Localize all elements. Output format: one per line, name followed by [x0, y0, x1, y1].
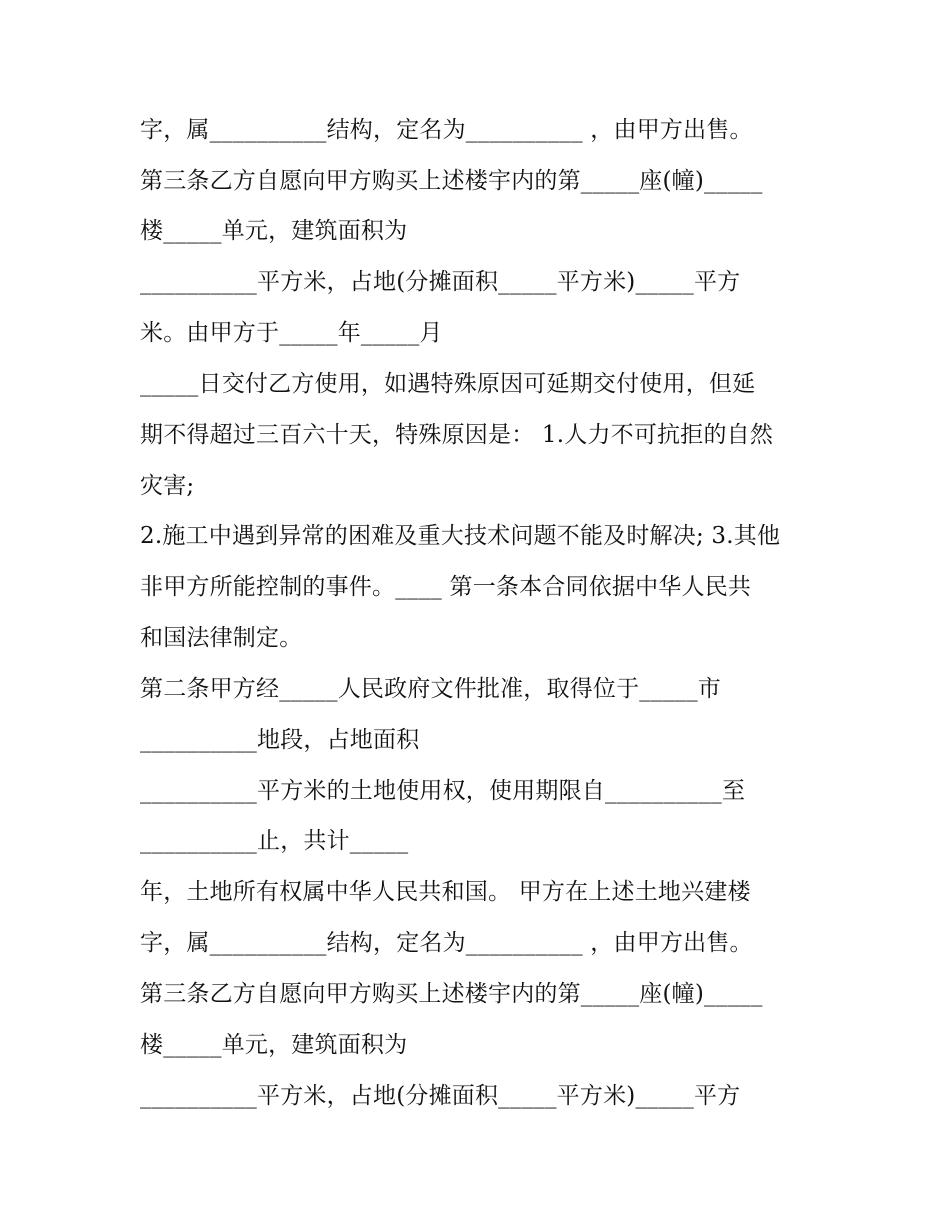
text-line: 非甲方所能控制的事件。____ 第一条本合同依据中华人民共 [140, 574, 752, 600]
text-line: 第三条乙方自愿向甲方购买上述楼宇内的第_____座(幢)_____ [140, 168, 763, 194]
text-line: 楼_____单元，建筑面积为 [140, 218, 408, 244]
text-line: 和国法律制定。 [140, 625, 303, 651]
text-line: 第二条甲方经_____人民政府文件批准，取得位于_____市 [140, 676, 721, 702]
text-line: 米。由甲方于_____年_____月 [140, 320, 443, 346]
text-line: 字，属__________结构，定名为__________ ，由甲方出售。 [140, 117, 753, 143]
text-line: 楼_____单元，建筑面积为 [140, 1032, 408, 1058]
text-line: 年，土地所有权属中华人民共和国。 甲方在上述土地兴建楼 [140, 879, 751, 905]
text-line: 灾害; [140, 473, 195, 499]
text-line: 2.施工中遇到异常的困难及重大技术问题不能及时解决; 3.其他 [140, 523, 781, 549]
text-line: 期不得超过三百六十天，特殊原因是： 1.人力不可抗拒的自然 [140, 422, 774, 448]
text-line: __________平方米，占地(分摊面积_____平方米)_____平方 [140, 269, 741, 295]
text-line: __________地段，占地面积 [140, 727, 420, 753]
text-line: __________平方米的土地使用权，使用期限自__________至 [140, 778, 746, 804]
text-line: _____日交付乙方使用，如遇特殊原因可延期交付使用，但延 [140, 371, 756, 397]
text-line: __________止，共计_____ [140, 828, 409, 854]
text-line: __________平方米，占地(分摊面积_____平方米)_____平方 [140, 1083, 741, 1109]
text-line: 第三条乙方自愿向甲方购买上述楼宇内的第_____座(幢)_____ [140, 981, 763, 1007]
text-line: 字，属__________结构，定名为__________ ，由甲方出售。 [140, 930, 753, 956]
